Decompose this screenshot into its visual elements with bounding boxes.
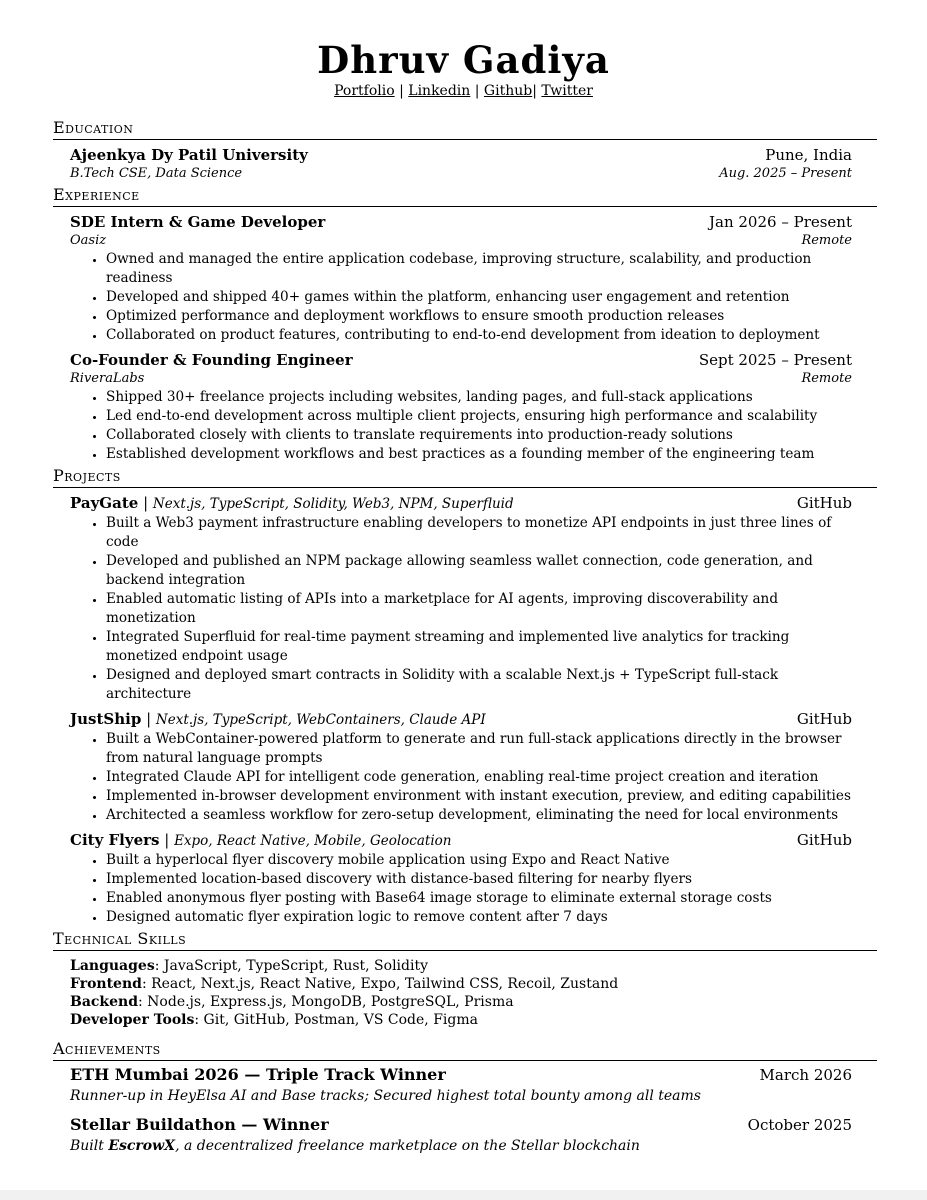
skill-value: : Git, GitHub, Postman, VS Code, Figma — [194, 1012, 478, 1028]
achievement-title: ETH Mumbai 2026 — Triple Track Winner — [70, 1065, 446, 1084]
project-name: PayGate — [70, 494, 139, 512]
skill-label: Frontend — [70, 976, 142, 992]
github-link[interactable]: Github — [483, 83, 533, 99]
resume-header — [0, 38, 927, 100]
bullet-item: • Collaborated on product features, contributing to end-to-end development from ideation to deployment — [106, 326, 852, 345]
education-entry — [53, 145, 877, 183]
bullet-item: • Enabled automatic listing of APIs into a marketplace for AI agents, improving discoverability and monetization — [106, 590, 852, 628]
project-github-link[interactable]: GitHub — [796, 710, 852, 728]
project-bullets — [70, 851, 852, 927]
skill-row — [70, 957, 877, 975]
achievement-desc-text: Runner-up in HeyElsa AI and Base tracks; Secured highest total bounty among all teams — [70, 1088, 701, 1104]
job-role: SDE Intern & Game Developer — [70, 213, 326, 231]
link-separator: | — [394, 83, 409, 99]
link-separator: | — [532, 83, 542, 99]
bullet-item: • Built a hyperlocal flyer discovery mobile application using Expo and React Native — [106, 851, 852, 870]
project-tech: Expo, React Native, Mobile, Geolocation — [174, 833, 452, 849]
bullet-item: • Built a WebContainer-powered platform to generate and run full-stack applications directly in the browser from natural language prompts — [106, 730, 852, 768]
skills-section — [53, 929, 877, 1029]
achievement-desc-text: Built — [70, 1138, 109, 1154]
job-company: Oasiz — [70, 233, 107, 248]
skill-row — [70, 993, 877, 1011]
skill-value: : React, Next.js, React Native, Expo, Tailwind CSS, Recoil, Zustand — [141, 976, 619, 992]
project-separator: | — [138, 494, 153, 512]
project-entry — [53, 493, 877, 704]
project-name: City Flyers — [70, 831, 160, 849]
section-title-education: Education — [53, 118, 877, 140]
experience-section — [53, 185, 877, 464]
bullet-item: • Architected a seamless workflow for zero-setup development, eliminating the need for local environments — [106, 806, 852, 825]
projects-section — [53, 466, 877, 927]
school-name: Ajeenkya Dy Patil University — [70, 146, 308, 164]
job-dates: Sept 2025 – Present — [698, 351, 852, 369]
escrowx-project-name: EscrowX — [108, 1138, 176, 1154]
school-location: Pune, India — [765, 146, 852, 164]
bullet-item: • Integrated Superfluid for real-time payment streaming and implemented live analytics for tracking monetized endpoint usage — [106, 628, 852, 666]
bullet-item: • Established development workflows and best practices as a founding member of the engineering team — [106, 445, 852, 464]
job-entry — [53, 350, 877, 464]
skill-value: : JavaScript, TypeScript, Rust, Solidity — [154, 958, 428, 974]
project-name: JustShip — [70, 710, 142, 728]
skill-row — [70, 975, 877, 993]
bullet-item: • Integrated Claude API for intelligent code generation, enabling real-time project creation and iteration — [106, 768, 852, 787]
bullet-item: • Developed and published an NPM package allowing seamless wallet connection, code generation, and backend integration — [106, 552, 852, 590]
bullet-item: • Built a Web3 payment infrastructure enabling developers to monetize API endpoints in just three lines of code — [106, 514, 852, 552]
project-tech: Next.js, TypeScript, WebContainers, Claude API — [155, 712, 486, 728]
bullet-item: • Implemented location-based discovery with distance-based filtering for nearby flyers — [106, 870, 852, 889]
achievements-section — [53, 1039, 877, 1157]
skill-value: : Node.js, Express.js, MongoDB, PostgreSQL, Prisma — [138, 994, 514, 1010]
candidate-name: Dhruv Gadiya — [317, 38, 610, 82]
bullet-item: • Owned and managed the entire application codebase, improving structure, scalability, and production readiness — [106, 250, 852, 288]
bullet-item: • Designed and deployed smart contracts in Solidity with a scalable Next.js + TypeScript full-stack architecture — [106, 666, 852, 704]
skill-label: Languages — [70, 958, 155, 974]
bullet-item: • Enabled anonymous flyer posting with Base64 image storage to eliminate external storage costs — [106, 889, 852, 908]
job-dates: Jan 2026 – Present — [709, 213, 852, 231]
twitter-link[interactable]: Twitter — [541, 83, 593, 99]
job-entry — [53, 212, 877, 345]
education-dates: Aug. 2025 – Present — [719, 166, 852, 181]
resume-content — [53, 116, 877, 1157]
job-bullets — [70, 250, 852, 345]
page-bottom-strip — [0, 1190, 927, 1200]
project-bullets — [70, 730, 852, 825]
bullet-item: • Designed automatic flyer expiration logic to remove content after 7 days — [106, 908, 852, 927]
skill-row — [70, 1011, 877, 1029]
section-title-projects: Projects — [53, 466, 877, 488]
achievement-title: Stellar Buildathon — Winner — [70, 1115, 329, 1134]
link-separator: | — [470, 83, 484, 99]
job-company: RiveraLabs — [70, 371, 145, 386]
job-location: Remote — [801, 371, 852, 386]
portfolio-link[interactable]: Portfolio — [334, 83, 395, 99]
bullet-item: • Led end-to-end development across multiple client projects, ensuring high performance and scalability — [106, 407, 852, 426]
achievement-description — [70, 1085, 852, 1107]
project-separator: | — [141, 710, 156, 728]
achievement-desc-text: , a decentralized freelance marketplace on the Stellar blockchain — [175, 1138, 640, 1154]
project-separator: | — [159, 831, 175, 849]
education-section — [53, 118, 877, 183]
achievement-description — [70, 1135, 852, 1157]
skill-label: Backend — [70, 994, 139, 1010]
job-location: Remote — [801, 233, 852, 248]
section-title-achievements: Achievements — [53, 1039, 877, 1061]
section-title-skills: Technical Skills — [53, 929, 877, 951]
project-bullets — [70, 514, 852, 704]
degree: B.Tech CSE, Data Science — [70, 166, 243, 181]
achievement-entry — [53, 1065, 877, 1107]
project-github-link[interactable]: GitHub — [796, 831, 852, 849]
bullet-item: • Implemented in-browser development environment with instant execution, preview, and editing capabilities — [106, 787, 852, 806]
bullet-item: • Developed and shipped 40+ games within the platform, enhancing user engagement and retention — [106, 288, 852, 307]
job-bullets — [70, 388, 852, 464]
contact-links — [0, 82, 927, 100]
linkedin-link[interactable]: Linkedin — [408, 83, 471, 99]
skills-list — [53, 957, 877, 1029]
project-entry — [53, 830, 877, 927]
section-title-experience: Experience — [53, 185, 877, 207]
bullet-item: • Collaborated closely with clients to translate requirements into production-ready solutions — [106, 426, 852, 445]
achievement-date: March 2026 — [759, 1066, 852, 1084]
skill-label: Developer Tools — [70, 1012, 195, 1028]
project-entry — [53, 709, 877, 825]
project-github-link[interactable]: GitHub — [796, 494, 852, 512]
bullet-item: • Optimized performance and deployment workflows to ensure smooth production releases — [106, 307, 852, 326]
job-role: Co-Founder & Founding Engineer — [70, 351, 353, 369]
achievement-date: October 2025 — [747, 1116, 852, 1134]
project-tech: Next.js, TypeScript, Solidity, Web3, NPM, Superfluid — [152, 496, 514, 512]
bullet-item: • Shipped 30+ freelance projects including websites, landing pages, and full-stack applications — [106, 388, 852, 407]
achievement-entry — [53, 1115, 877, 1157]
